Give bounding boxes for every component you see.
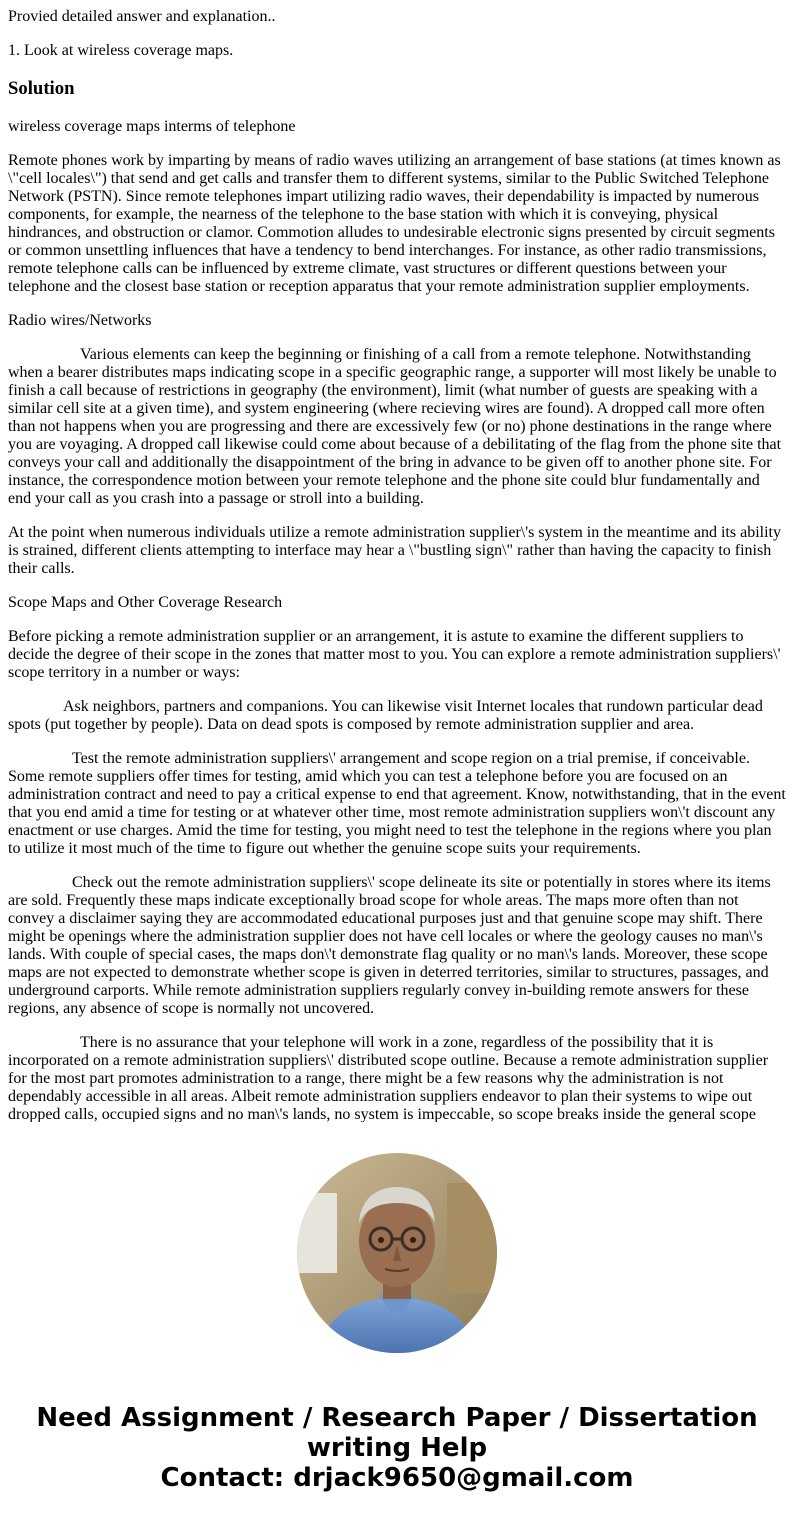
paragraph-3: At the point when numerous individuals utilize a remote administration supplier\'s system in the meantime and its ability is strained, different clients attempting to interface may hear a \"bustling sign\" rather than having the capacity to finish their calls. (8, 524, 781, 577)
footer-contact-text: Contact: drjack9650@gmail.com (160, 1463, 634, 1493)
solution-subtitle: wireless coverage maps interms of telephone (8, 118, 296, 135)
paragraph-4: Before picking a remote administration supplier or an arrangement, it is astute to examine the different suppliers to decide the degree of their scope in the zones that matter most to you. You can explore a remote administration suppliers\' scope territory in a number or ways: (8, 628, 781, 681)
paragraph-2-text: Various elements can keep the beginning or finishing of a call from a remote telephone. Notwithstanding when a bearer distributes maps indicating scope in a specific geographic range, a supporter will most likely be unable to finish a call because of restrictions in geography (the environment), limit (what number of guests are speaking with a similar cell site at a given time), and system engineering (where recieving wires are found). A dropped call more often than not happens when you are progressing and there are excessively few (or no) phone destinations in the range where you are voyaging. A dropped call likewise could come about because of a debilitating of the flag from the phone site that conveys your call and additionally the disappointment of the bring in advance to be given off to another phone site. For instance, the correspondence motion between your remote telephone and the phone site could blur fundamentally and end your call as you crash into a passage or stroll into a building. (8, 346, 782, 507)
paragraph-6 (8, 750, 786, 858)
paragraph-5-text: Ask neighbors, partners and companions. You can likewise visit Internet locales that rundown particular dead spots (put together by people). Data on dead spots is composed by remote administration supplier and area. (8, 698, 763, 733)
paragraph-1: Remote phones work by imparting by means of radio waves utilizing an arrangement of base stations (at times known as \"cell locales\") that send and get calls and transfer them to different systems, similar to the Public Switched Telephone Network (PSTN). Since remote telephones impart utilizing radio waves, their dependability is impacted by numerous components, for example, the nearness of the telephone to the base station with which it is conveying, physical hindrances, and obstruction or clamor. Commotion alludes to undesirable electronic signs presented by circuit segments or common unsettling influences that have a tendency to bend interchanges. For instance, as other radio transmissions, remote telephone calls can be influenced by extreme climate, vast structures or different questions between your telephone and the closest base station or reception apparatus that your remote administration supplier employments. (8, 152, 781, 295)
section-radio-heading: Radio wires/Networks (8, 312, 152, 329)
author-avatar (297, 1153, 497, 1353)
document-body (8, 0, 786, 1122)
paragraph-7 (8, 874, 786, 1018)
paragraph-6-text: Test the remote administration suppliers\' arrangement and scope region on a trial premise, if conceivable. Some remote suppliers offer times for testing, amid which you can test a telephone before you are focused on an administration contract and need to pay a critical expense to end that agreement. Know, notwithstanding, that in the event that you end amid a time for testing or at whatever other time, most remote administration suppliers won\'t discount any enactment or use charges. Amid the time for testing, you might need to test the telephone in the regions where you plan to utilize it most much of the time to figure out whether the genuine scope suits your requirements. (8, 750, 786, 857)
author-photo (297, 1153, 497, 1353)
solution-heading: Solution (8, 78, 75, 99)
paragraph-5 (8, 698, 786, 734)
footer-banner (0, 1403, 794, 1493)
paragraph-8 (8, 1034, 786, 1122)
section-scope-heading: Scope Maps and Other Coverage Research (8, 594, 283, 611)
paragraph-7-text: Check out the remote administration suppliers\' scope delineate its site or potentially in stores where its items are sold. Frequently these maps indicate exceptionally broad scope for whole areas. The maps more often than not convey a disclaimer saying they are accommodated educational purposes just and that genuine scope may shift. There might be openings where the administration supplier does not have cell locales or where the geology causes no man\'s lands. With couple of special cases, the maps don\'t demonstrate flag quality or no man\'s lands. Moreover, these scope maps are not expected to demonstrate whether scope is given in deterred territories, similar to structures, passages, and underground carports. While remote administration suppliers regularly convey in-building remote answers for these regions, any absence of scope is normally not uncovered. (8, 874, 771, 1017)
question-text: 1. Look at wireless coverage maps. (8, 42, 234, 59)
intro-text: Provied detailed answer and explanation.. (8, 8, 276, 25)
paragraph-2 (8, 346, 786, 508)
paragraph-8-text: There is no assurance that your telephone will work in a zone, regardless of the possibility that it is incorporated on a remote administration suppliers\' distributed scope outline. Because a remote administration supplier for the most part promotes administration to a range, there might be a few reasons why the administration is not dependably accessible in all areas. Albeit remote administration suppliers endeavor to plan their systems to wipe out dropped calls, occupied signs and no man\'s lands, no system is impeccable, so scope breaks inside the general scope (8, 1034, 769, 1122)
footer-help-text: Need Assignment / Research Paper / Dissertation writing Help (36, 1403, 758, 1463)
